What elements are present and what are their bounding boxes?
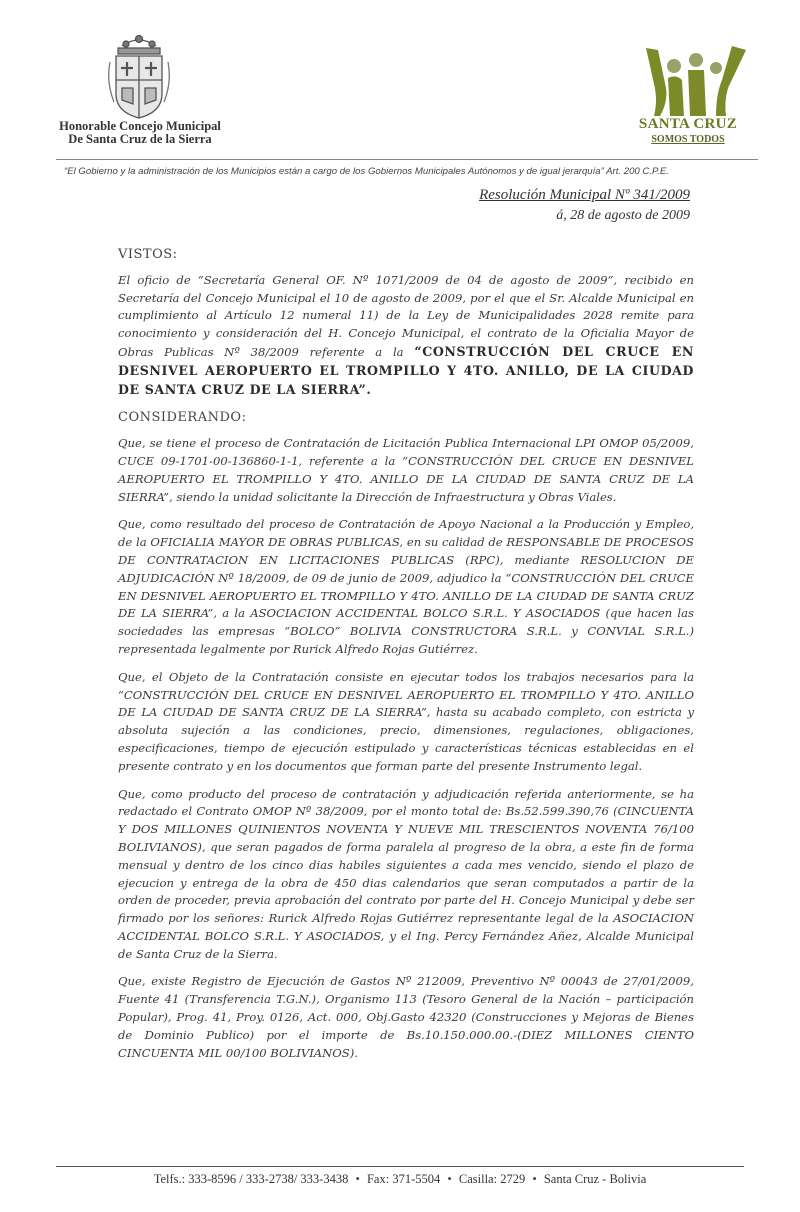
resolution-body bbox=[118, 246, 694, 1072]
council-name bbox=[40, 120, 240, 146]
considerando-paragraph-4: Que, como producto del proceso de contratación y adjudicación referida anteriormente, se ha redactado el Contrato OMOP Nº 38/2009, por el monto total de: Bs.52.599.390,76 (CINCUENTA Y DOS MILLONES QUINIENTOS NOVENTA Y NUEVE MIL TRESCIENTOS NOVENTA 76/100 BOLIVIANOS), que seran pagados de forma paralela al progreso de la obra, a este fin de forma mensual y dentro de los cinco dias habiles siguientes a cada mes vencido, siendo el plazo de ejecucion y entrega de la obra de 450 dias calendarios que seran computados a partir de la orden de proceder, previa aprobación del contrato por parte del H. Concejo Municipal y debe ser firmado por los señores: Rurick Alfredo Rojas Gutiérrez representante legal de la ASOCIACION ACCIDENTAL BOLCO S.R.L. Y ASOCIADOS, y el Ing. Percy Fernández Añez, Alcalde Municipal de Santa Cruz de la Sierra. bbox=[118, 786, 694, 961]
considerando-paragraph-5: Que, existe Registro de Ejecución de Gastos Nº 212009, Preventivo Nº 00043 de 27/01/2009, Fuente 41 (Transferencia T.G.N.), Organismo 113 (Tesoro General de la Nación – participación Popular), Prog. 41, Proy. 0126, Act. 000, Obj.Gasto 42320 (Construcciones y Mejoras de Bienes de Dominio Publico) por el importe de Bs.10.150.000.00.-(DIEZ MILLONES CIENTO CINCUENTA MIL 00/100 BOLIVIANOS). bbox=[118, 974, 694, 1060]
considerando-paragraph-3: Que, el Objeto de la Contratación consiste en ejecutar todos los trabajos necesarios para la “CONSTRUCCIÓN DEL CRUCE EN DESNIVEL AEROPUERTO EL TROMPILLO Y 4TO. ANILLO DE LA CIUDAD DE SANTA CRUZ DE LA SIERRA”, hasta su acabado completo, con estricta y absoluta sujeción a las condiciones, precio, dimensiones, regulaciones, obligaciones, especificaciones, tiempo de ejecución estipulado y características técnicas establecidas en el presente contrato y en los documentos que forman parte del presente Instrumento legal. bbox=[118, 669, 694, 773]
vistos-heading: VISTOS: bbox=[118, 247, 178, 262]
council-name-line1: Honorable Concejo Municipal bbox=[59, 119, 221, 133]
vistos-paragraph bbox=[118, 272, 694, 400]
resolution-date: á, 28 de agosto de 2009 bbox=[556, 208, 690, 223]
council-name-line2: De Santa Cruz de la Sierra bbox=[68, 132, 212, 146]
constitution-quote: “El Gobierno y la administración de los Municipios están a cargo de los Gobiernos Municipales Autónomos y de igual jerarquía” Art. 200 C.P.E. bbox=[64, 166, 669, 177]
resolution-number: Resolución Municipal Nº 341/2009 bbox=[479, 187, 690, 203]
coat-of-arms-icon bbox=[104, 32, 174, 120]
brand-name: SANTA CRUZ bbox=[638, 116, 738, 132]
footer-city: Santa Cruz - Bolivia bbox=[543, 1172, 647, 1186]
vistos-object: “CONSTRUCCIÓN DEL CRUCE EN DESNIVEL AEROPUERTO EL TROMPILLO Y 4TO. ANILLO, DE LA CIUDAD DE SANTA CRUZ DE LA SIERRA”. bbox=[118, 343, 695, 397]
footer-contact bbox=[56, 1172, 744, 1187]
considerando-paragraph-1: Que, se tiene el proceso de Contratación de Licitación Publica Internacional LPI OMOP 05/2009, CUCE 09-1701-00-136860-1-1, referente a la “CONSTRUCCIÓN DEL CRUCE EN DESNIVEL AEROPUERTO EL TROMPILLO Y 4TO. ANILLO DE LA CIUDAD DE SANTA CRUZ DE LA SIERRA”, siendo la unidad solicitante la Dirección de Infraestructura y Obras Viales. bbox=[118, 436, 694, 504]
footer-separator: • bbox=[532, 1172, 537, 1186]
considerando-heading: CONSIDERANDO: bbox=[118, 410, 247, 426]
brand-slogan: SOMOS TODOS bbox=[651, 134, 725, 145]
footer-separator: • bbox=[447, 1172, 452, 1186]
footer-fax: Fax: 371-5504 bbox=[366, 1172, 441, 1186]
header-divider bbox=[56, 159, 758, 160]
footer-separator: • bbox=[355, 1172, 360, 1186]
vistos-text: El oficio de “Secretaría General OF. Nº 1071/2009 de 04 de agosto de 2009”, recibido en Secretaría del Concejo Municipal el 10 de agosto de 2009, por el que el Sr. Alcalde Municipal en cumplimiento al Artículo 12 numeral 11) de la Ley de Municipalidades 2028 remite para conocimiento y consideración del H. Concejo Municipal, el contrato de la Oficialia Mayor de Obras Publicas Nº 38/2009 referente a la bbox=[118, 272, 694, 359]
considerando-paragraph-2: Que, como resultado del proceso de Contratación de Apoyo Nacional a la Producción y Empleo, de la OFICIALIA MAYOR DE OBRAS PUBLICAS, en su calidad de RESPONSABLE DE PROCESOS DE CONTRATACION EN LICITACIONES PUBLICAS (RPC), mediante RESOLUCION DE ADJUDICACIÓN Nº 18/2009, de 09 de junio de 2009, adjudico la “CONSTRUCCIÓN DEL CRUCE EN DESNIVEL AEROPUERTO EL TROMPILLO Y 4TO. ANILLO DE LA CIUDAD DE SANTA CRUZ DE LA SIERRA”, a la ASOCIACION ACCIDENTAL BOLCO S.R.L. Y ASOCIADOS (que hacen las sociedades las empresas “BOLCO” BOLIVIA CONSTRUCTORA S.R.L. y CONVIAL S.R.L.) representada legalmente por Rurick Alfredo Rojas Gutiérrez. bbox=[118, 517, 694, 656]
footer-casilla: Casilla: 2729 bbox=[458, 1172, 526, 1186]
footer-phones: Telfs.: 333-8596 / 333-2738/ 333-3438 bbox=[153, 1172, 349, 1186]
santa-cruz-logo-icon bbox=[636, 44, 756, 118]
footer-divider bbox=[56, 1166, 744, 1167]
